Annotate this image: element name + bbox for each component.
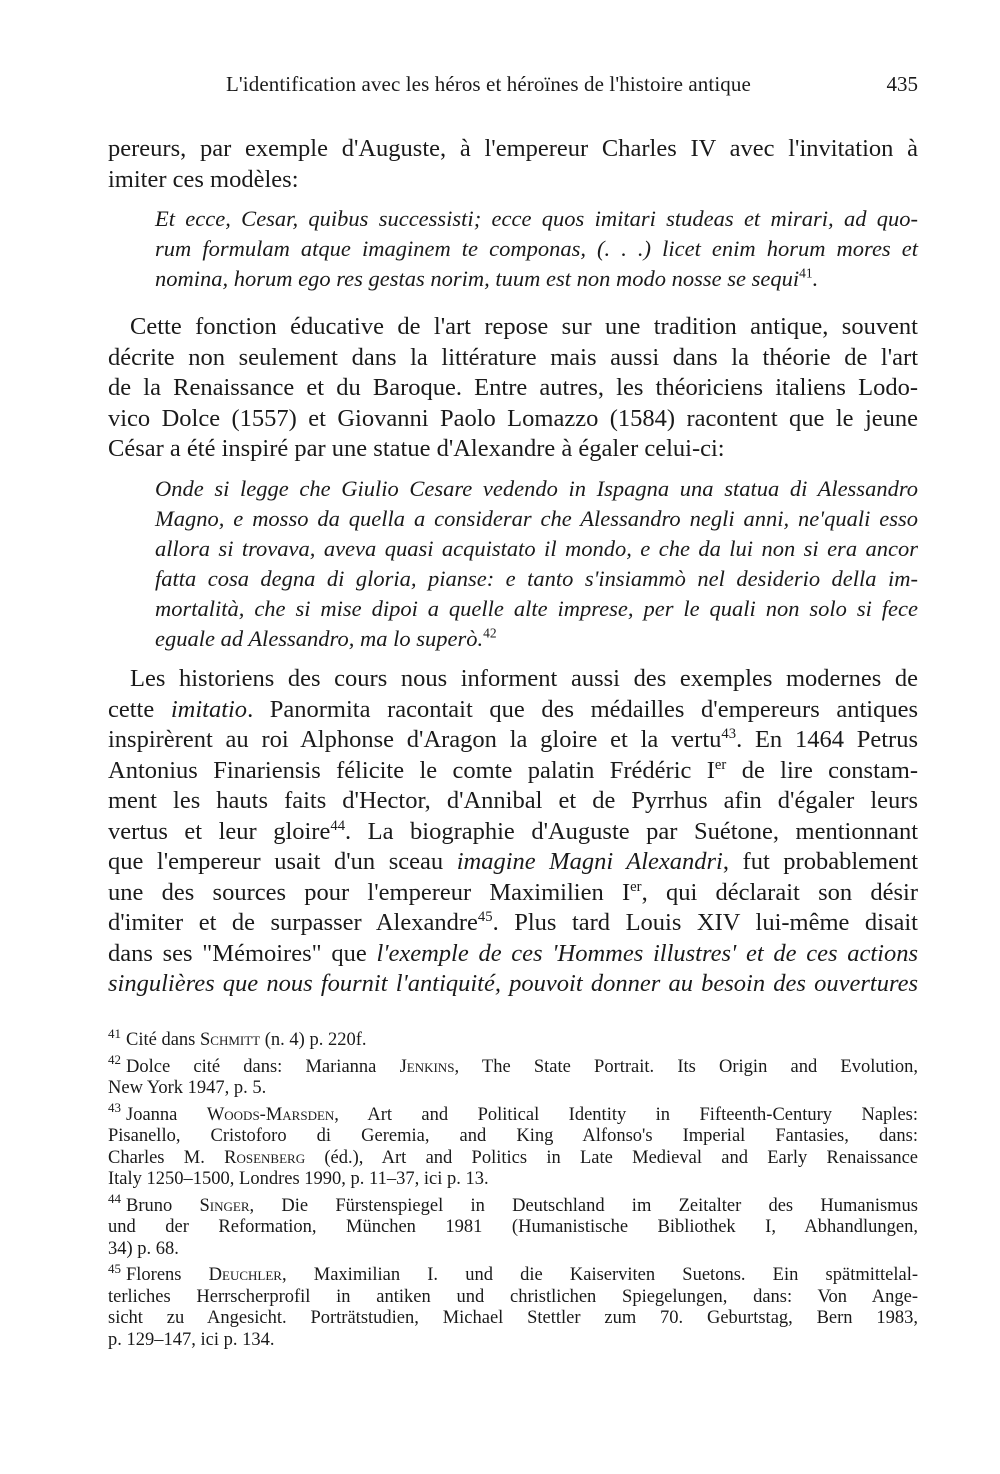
text-line: [108, 725, 918, 756]
footnote-line: und der Reformation, München 1981 (Humanistische Bibliothek I, Abhandlungen,: [108, 1217, 918, 1237]
quote-line: allora si trovava, aveva quasi acquistato il mondo, e che da lui non si era ancor: [155, 536, 918, 561]
footnote-44: [108, 1191, 919, 1261]
italic-term: imitatio: [170, 695, 248, 723]
text-line: [108, 847, 918, 878]
ordinal-superscript: er: [714, 756, 727, 773]
footnote-line: [108, 1260, 919, 1287]
text-run: . Plus tard Louis XIV lui-même disait: [492, 909, 918, 936]
quote-line: Onde si legge che Giulio Cesare vedendo in Ispagna una statua di Alessandro: [155, 476, 918, 501]
footnote-line: New York 1947, p. 5.: [108, 1078, 267, 1098]
footnote-line: [108, 1052, 918, 1079]
text-line: [108, 817, 918, 848]
footnote-line: sicht zu Angesicht. Porträtstudien, Michael Stettler zum 70. Geburtstag, Bern 1983,: [108, 1308, 918, 1328]
text-run: (n. 4) p. 220f.: [260, 1030, 367, 1050]
text-line: Cette fonction éducative de l'art repose sur une tradition antique, souvent: [130, 313, 918, 340]
italic-quote: l'exemple de ces 'Hommes illustres' et de ces actions: [376, 939, 918, 967]
text-line: de la Renaissance et du Baroque. Entre autres, les théoriciens italiens Lodo-: [108, 374, 918, 401]
quote-line: rum formulam atque imaginem te componas, (. . .) licet enim horum mores et: [155, 236, 918, 261]
footnote-42: [108, 1052, 918, 1100]
text-run: Charles M.: [108, 1147, 225, 1168]
text-line: imiter ces modèles:: [108, 165, 299, 193]
quote-line: mortalità, che si mise dipoi a quelle alte imprese, per le quali non solo si fece: [155, 596, 918, 621]
footnote-number: 44: [108, 1191, 121, 1207]
footnote-line: [108, 1191, 919, 1218]
quote-line: [155, 264, 918, 294]
author-name: Rosenberg: [224, 1147, 306, 1168]
quote-line: Magno, e mosso da quella a considerar che Alessandro negli anni, ne'quali esso: [155, 506, 918, 531]
text-run: cette: [108, 695, 171, 723]
ordinal-superscript: er: [630, 878, 642, 895]
text-run: vertus et leur gloire: [108, 817, 331, 845]
footnote-45: [108, 1260, 919, 1351]
text-run: que l'empereur usait d'un sceau: [108, 848, 457, 875]
text-line: décrite non seulement dans la littérature mais aussi dans la théorie de l'art: [108, 343, 918, 371]
text-line: [108, 939, 918, 970]
quote-line: [155, 624, 918, 654]
running-head: [108, 66, 918, 106]
text-line: [108, 695, 918, 726]
footnote-number: 41: [108, 1025, 121, 1041]
footnote-line: [108, 1100, 918, 1127]
text-run: Antonius Finariensis félicite le comte palatin Frédéric I: [108, 756, 715, 784]
author-name: Woods-Marsden: [206, 1104, 335, 1125]
footnotes: [108, 1025, 919, 1356]
text-run: Joanna: [126, 1104, 207, 1125]
author-name: Schmitt: [200, 1030, 261, 1050]
text-run: , Art and Political Identity in Fifteenth-Century Naples:: [334, 1104, 918, 1125]
footnote-ref[interactable]: 41: [799, 265, 813, 281]
page-number: 435: [886, 72, 918, 96]
text-run: Dolce cité dans: Marianna: [126, 1056, 400, 1077]
text-run: , fut probablement: [722, 848, 918, 875]
footnote-ref[interactable]: 45: [477, 908, 493, 925]
text-run: Cité dans: [126, 1030, 200, 1050]
text-line: singulières que nous fournit l'antiquité, pouvoit donner au besoin des ouvertures: [108, 970, 918, 997]
footnote-number: 43: [108, 1100, 121, 1116]
italic-term: imagine Magni Alexandri: [456, 848, 723, 875]
footnote-line: Italy 1250–1500, Londres 1990, p. 11–37, ici p. 13.: [108, 1169, 489, 1189]
text-run: inspirèrent au roi Alphonse d'Aragon la gloire et la vertu: [108, 726, 722, 753]
text-run: , Die Fürstenspiegel in Deutschland im Zeitalter des Humanismus: [249, 1195, 919, 1216]
footnote-ref[interactable]: 42: [483, 625, 497, 641]
text-run: (éd.), Art and Politics in Late Medieval and Early Renaissance: [305, 1147, 918, 1168]
text-line: Les historiens des cours nous informent aussi des exemples modernes de: [130, 665, 918, 692]
footnote-line: [108, 1025, 918, 1052]
text-run: Florens: [126, 1265, 209, 1285]
text-run: de lire constam-: [726, 756, 918, 784]
footnote-line: terliches Herrscherprofil in antiken und christlichen Spiegelungen, dans: Von Ange-: [108, 1286, 918, 1307]
footnote-ref[interactable]: 44: [330, 817, 346, 834]
paragraph-2: [108, 312, 918, 465]
quote-line-text: nomina, horum ego res gestas norim, tuum est non modo nosse se sequi: [155, 266, 800, 291]
footnote-ref[interactable]: 43: [721, 725, 737, 742]
text-run: dans ses "Mémoires" que: [108, 939, 377, 967]
quote-line-text: eguale ad Alessandro, ma lo superò.: [155, 626, 484, 651]
text-run: d'imiter et de surpasser Alexandre: [108, 909, 478, 936]
paragraph-3: [108, 664, 918, 1000]
text-line: [108, 878, 918, 909]
text-run: Bruno: [126, 1195, 200, 1216]
quote-end: .: [812, 266, 819, 291]
text-line: ment les hauts faits d'Hector, d'Annibal et de Pyrrhus afin d'égaler leurs: [108, 787, 918, 814]
footnote-line: [108, 1148, 918, 1170]
quote-line: Et ecce, Cesar, quibus successisti; ecce quos imitari studeas et mirari, ad quo-: [155, 206, 918, 231]
footnote-number: 42: [108, 1052, 121, 1068]
text-run: . La biographie d'Auguste par Suétone, mentionnant: [345, 817, 918, 845]
text-line: [108, 908, 918, 939]
paragraph-1: [108, 134, 918, 195]
text-run: , The State Portrait. Its Origin and Evolution,: [454, 1056, 918, 1077]
author-name: Singer: [199, 1195, 250, 1216]
text-run: , Maximilian I. und die Kaiserviten Suetons. Ein spätmittelal-: [281, 1265, 919, 1285]
author-name: Deuchler: [208, 1265, 282, 1285]
text-line: [108, 756, 918, 787]
text-run: . En 1464 Petrus: [736, 726, 918, 753]
block-quote-latin: [155, 204, 918, 294]
block-quote-italian: [155, 474, 918, 654]
running-title: L'identification avec les héros et héroïnes de l'histoire antique: [226, 72, 751, 96]
text-line: César a été inspiré par une statue d'Alexandre à égaler celui-ci:: [108, 435, 725, 462]
text-run: une des sources pour l'empereur Maximilien I: [108, 878, 631, 906]
author-name: Jenkins: [399, 1056, 455, 1077]
text-run: , qui déclarait son désir: [641, 878, 918, 906]
footnote-line: 34) p. 68.: [108, 1238, 179, 1259]
text-line: vico Dolce (1557) et Giovanni Paolo Lomazzo (1584) racontent que le jeune: [108, 404, 918, 432]
text-line: pereurs, par exemple d'Auguste, à l'empereur Charles IV avec l'invitation à: [108, 135, 918, 162]
quote-line: fatta cosa degna di gloria, pianse: e tanto s'insiammò nel desiderio della im-: [155, 566, 918, 591]
footnote-41: [108, 1025, 918, 1052]
text-run: . Panormita racontait que des médailles d'empereurs antiques: [247, 695, 918, 723]
footnote-number: 45: [108, 1260, 121, 1276]
footnote-43: [108, 1100, 918, 1191]
footnote-line: p. 129–147, ici p. 134.: [108, 1329, 275, 1350]
footnote-line: Pisanello, Cristoforo di Geremia, and King Alfonso's Imperial Fantasies, dans:: [108, 1126, 918, 1146]
